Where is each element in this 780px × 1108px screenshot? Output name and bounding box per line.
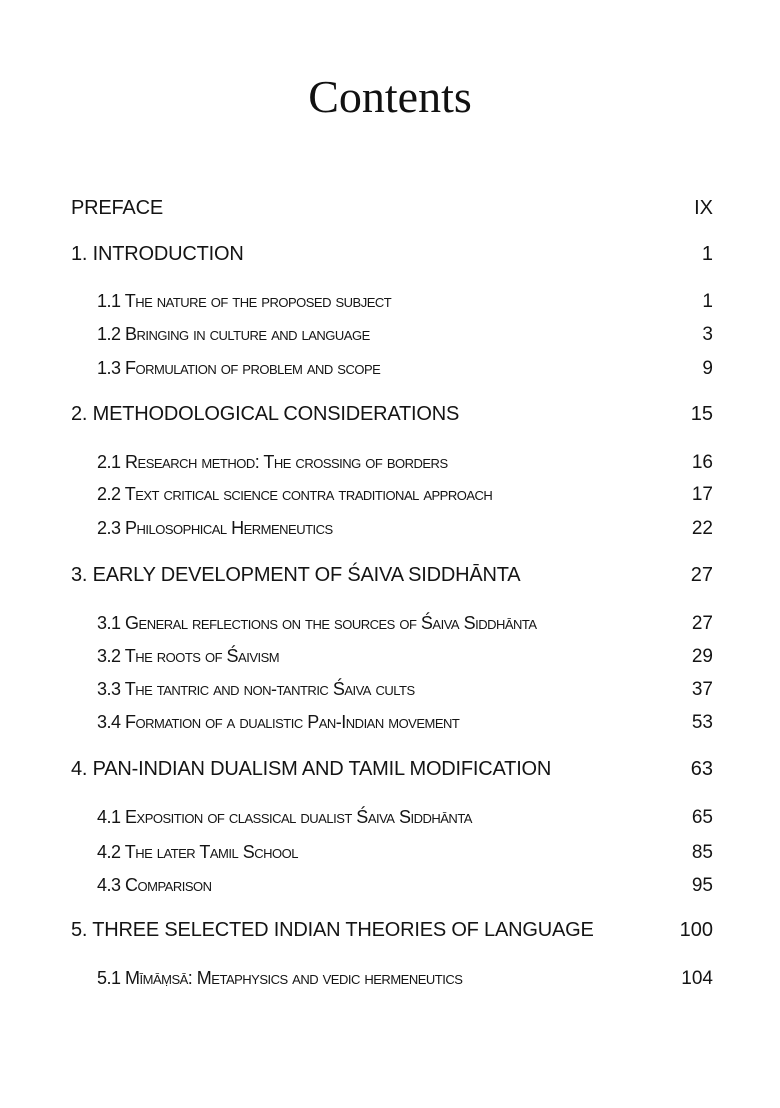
toc-entry-section-3-1 [0, 613, 780, 643]
toc-entry-section-1-2 [0, 324, 780, 354]
toc-entry-page: 9 [702, 358, 713, 379]
toc-entry-section-5-1 [0, 968, 780, 998]
page-title: Contents [308, 71, 472, 122]
toc-entry-label: 2. METHODOLOGICAL CONSIDERATIONS [71, 403, 460, 425]
toc-entry-chapter-1 [0, 243, 780, 273]
toc-entry-label: 3.1 General reflections on the sources of Śaiva Siddhānta [97, 613, 537, 633]
toc-entry-label: 3.4 Formation of a dualistic Pan-Indian movement [97, 712, 460, 732]
toc-entry-page: 1 [702, 291, 713, 312]
toc-entry-chapter-2 [0, 403, 780, 433]
toc-entry-section-3-3 [0, 679, 780, 709]
toc-entry-section-1-3 [0, 358, 780, 388]
toc-entry-page: 65 [691, 807, 713, 828]
toc-entry-label: 2.1 Research method: The crossing of borders [97, 452, 448, 472]
toc-entry-label: 1. INTRODUCTION [71, 243, 244, 265]
toc-entry-page: 63 [690, 758, 713, 780]
toc-entry-page: 3 [702, 324, 713, 345]
toc-entry-section-3-4 [0, 712, 780, 742]
toc-entry-label: 4.1 Exposition of classical dualist Śaiva Siddhānta [97, 807, 472, 827]
toc-entry-page: 37 [691, 679, 713, 700]
toc-entry-section-3-2 [0, 646, 780, 676]
toc-entry-page: 29 [691, 646, 713, 667]
toc-entry-label: 2.2 Text critical science contra traditional approach [97, 484, 493, 504]
toc-entry-chapter-3 [0, 564, 780, 594]
toc-entry-label: 5.1 Mīmāṃsā: Metaphysics and vedic hermeneutics [97, 968, 463, 988]
toc-entry-page: 27 [690, 564, 713, 586]
toc-entry-page: 17 [691, 484, 713, 505]
toc-entry-section-4-3 [0, 875, 780, 905]
toc-entry-label: PREFACE [71, 197, 163, 219]
toc-entry-chapter-4 [0, 758, 780, 788]
toc-entry-chapter-5 [0, 919, 780, 949]
toc-entry-label: 4. PAN-INDIAN DUALISM AND TAMIL MODIFICATION [71, 758, 552, 780]
toc-entry-label: 3.3 The tantric and non-tantric Śaiva cults [97, 679, 415, 699]
toc-entry-page: 104 [681, 968, 713, 989]
toc-entry-label: 3.2 The roots of Śaivism [97, 646, 280, 666]
toc-entry-page: 15 [690, 403, 713, 425]
toc-entry-page: 22 [691, 518, 713, 539]
toc-entry-section-1-1 [0, 291, 780, 321]
toc-entry-label: 2.3 Philosophical Hermeneutics [97, 518, 333, 538]
toc-entry-page: 85 [691, 842, 713, 863]
toc-entry-label: 4.2 The later Tamil School [97, 842, 298, 862]
toc-entry-section-2-3 [0, 518, 780, 548]
toc-entry-page: IX [694, 197, 713, 219]
toc-entry-label: 1.3 Formulation of problem and scope [97, 358, 381, 378]
toc-entry-page: 16 [691, 452, 713, 473]
toc-entry-section-2-1 [0, 452, 780, 482]
toc-entry-preface [0, 197, 780, 227]
toc-entry-label: 4.3 Comparison [97, 875, 212, 895]
toc-entry-page: 27 [691, 613, 713, 634]
toc-entry-section-2-2 [0, 484, 780, 514]
toc-entry-page: 95 [691, 875, 713, 896]
toc-entry-page: 100 [679, 919, 713, 941]
toc-entry-label: 3. EARLY DEVELOPMENT OF ŚAIVA SIDDHĀNTA [71, 564, 521, 586]
toc-entry-section-4-2 [0, 842, 780, 872]
toc-entry-page: 1 [701, 243, 713, 265]
toc-entry-page: 53 [691, 712, 713, 733]
toc-entry-label: 1.1 The nature of the proposed subject [97, 291, 392, 311]
toc-entry-section-4-1 [0, 807, 780, 837]
toc-entry-label: 1.2 Bringing in culture and language [97, 324, 370, 344]
toc-entry-label: 5. THREE SELECTED INDIAN THEORIES OF LANGUAGE [71, 919, 594, 941]
